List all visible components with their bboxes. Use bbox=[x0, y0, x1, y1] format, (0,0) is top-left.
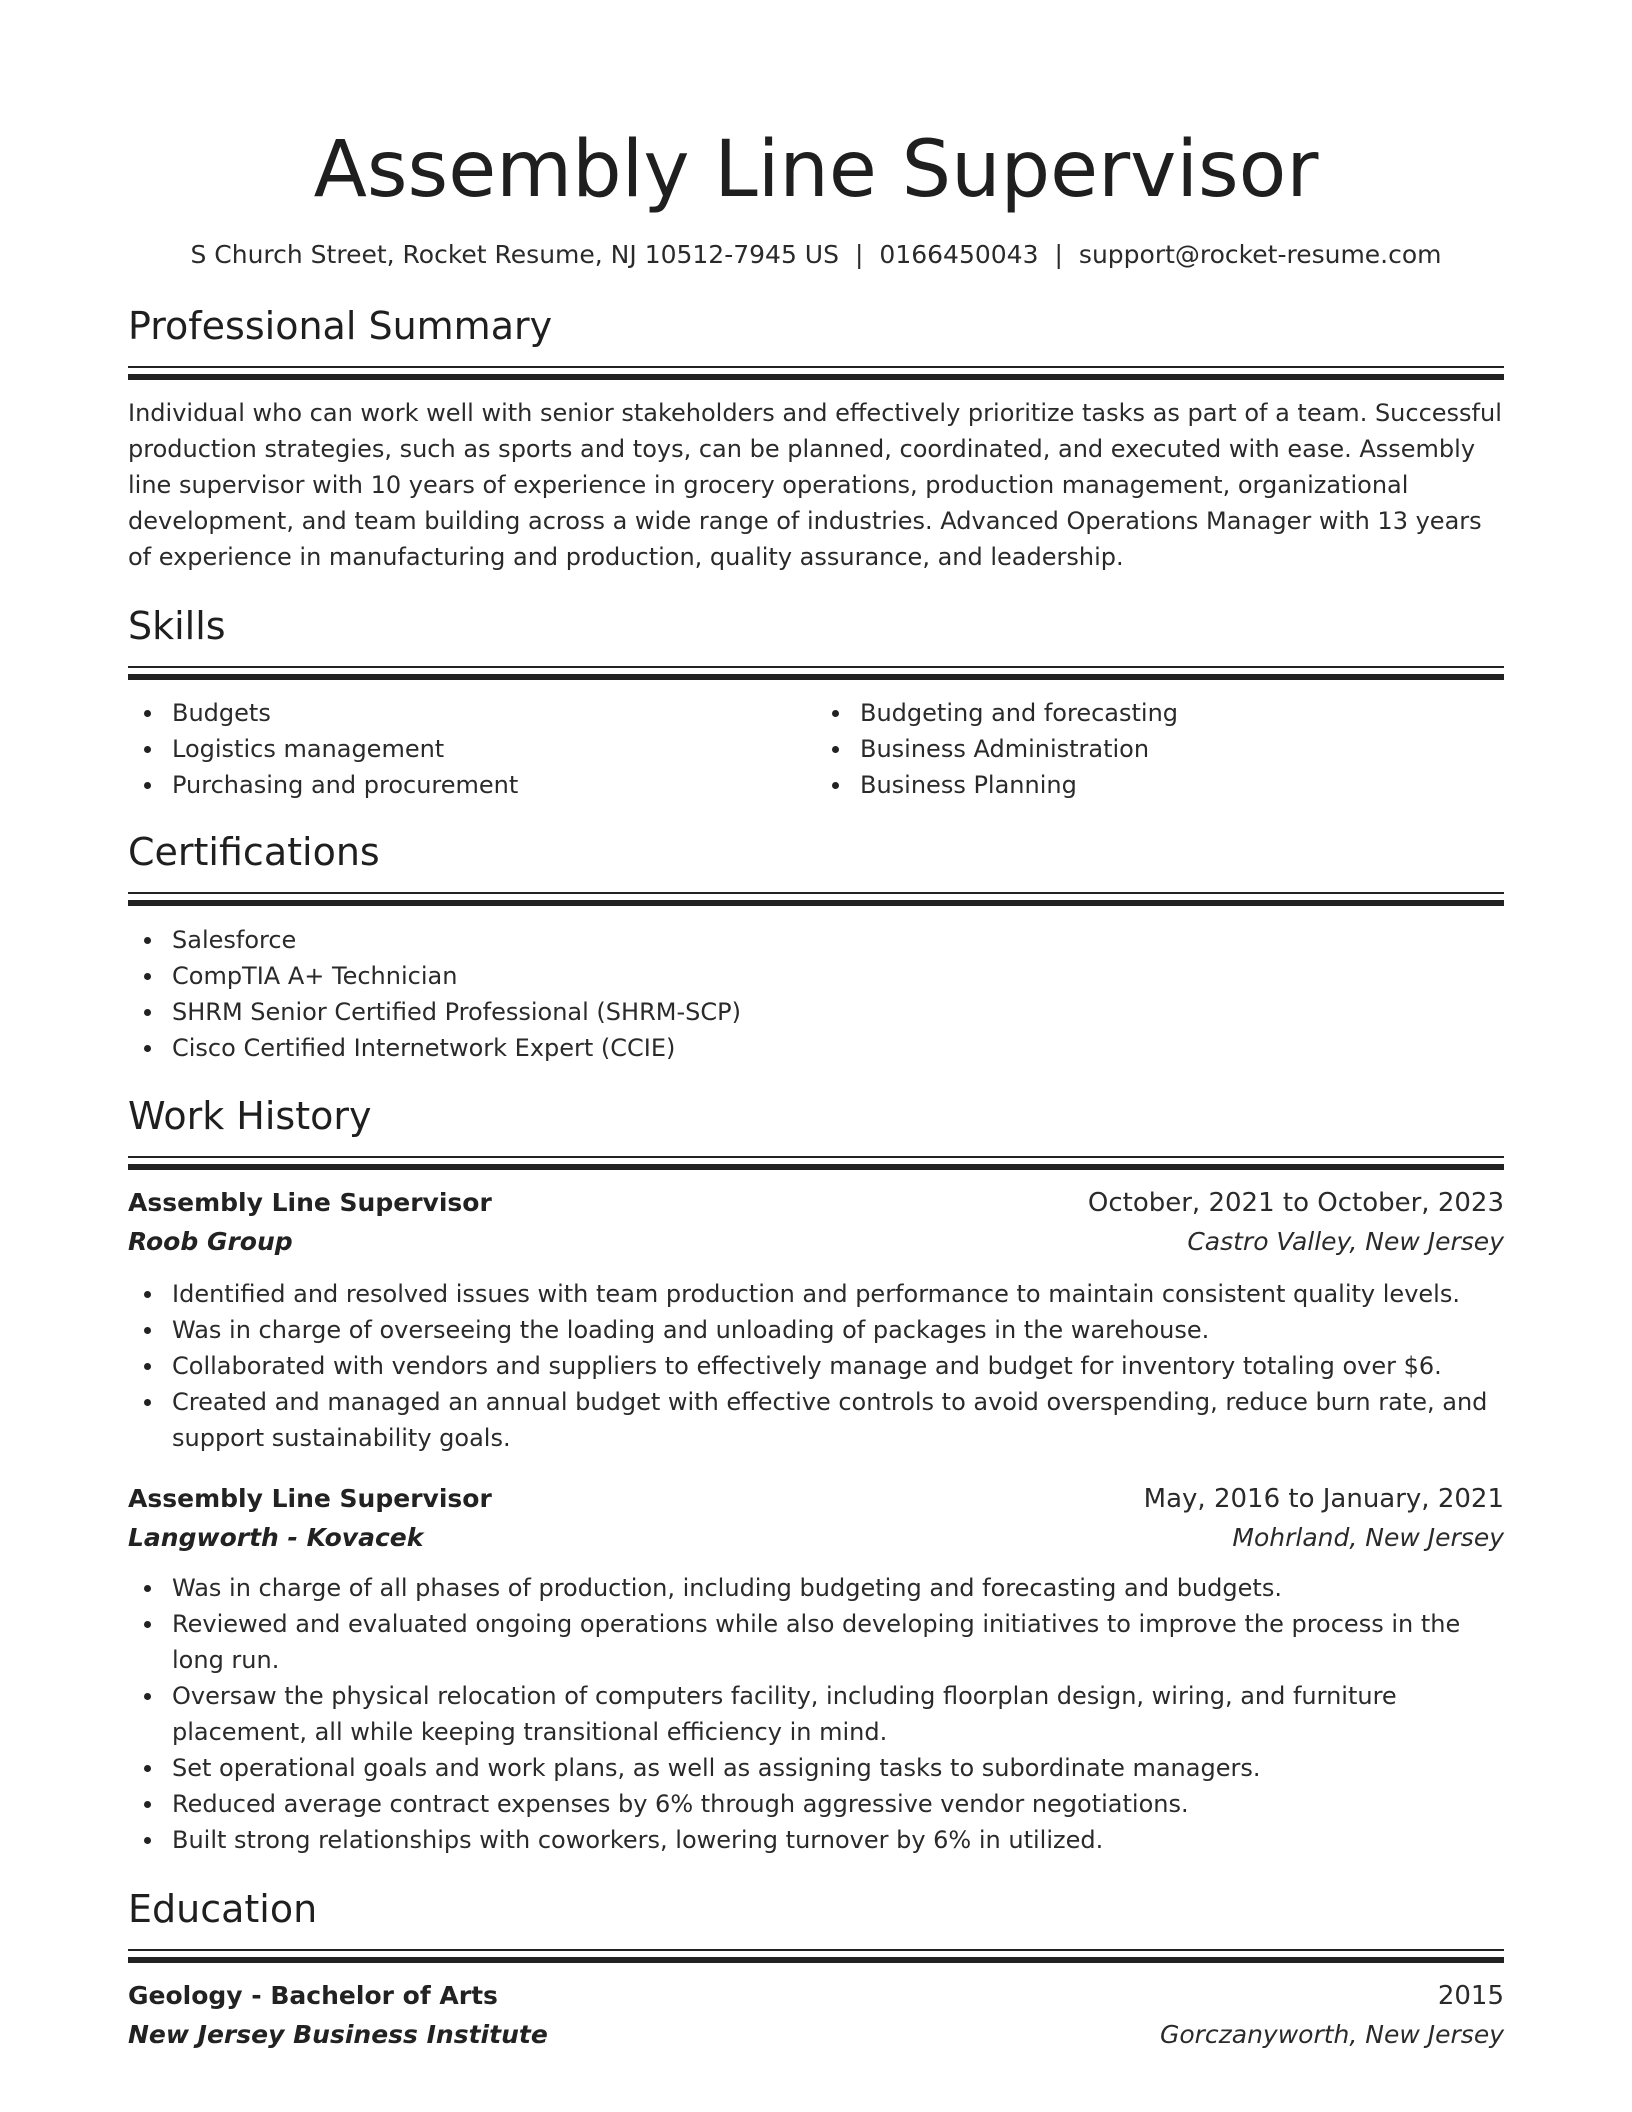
job-company-row bbox=[128, 1518, 1504, 1558]
job-company-row bbox=[128, 1222, 1504, 1262]
resume-name: Assembly Line Supervisor bbox=[313, 125, 1319, 215]
work-history-section bbox=[128, 1091, 1504, 1858]
section-title-work-history: Work History bbox=[128, 1094, 372, 1138]
job-bullet: Identified and resolved issues with team production and performance to maintain consistent quality levels. bbox=[172, 1276, 1504, 1312]
certification-item: Salesforce bbox=[172, 922, 1504, 958]
contact-separator: | bbox=[1054, 240, 1063, 269]
section-divider bbox=[128, 1156, 1504, 1170]
section-title-certifications: Certifications bbox=[128, 830, 380, 874]
job-location: Mohrland, New Jersey bbox=[1232, 1523, 1504, 1552]
job-bullet: Set operational goals and work plans, as well as assigning tasks to subordinate managers. bbox=[172, 1750, 1504, 1786]
skills-grid bbox=[128, 695, 1504, 803]
certification-item: CompTIA A+ Technician bbox=[172, 958, 1504, 994]
job-company: Langworth - Kovacek bbox=[128, 1523, 424, 1552]
section-title-summary: Professional Summary bbox=[128, 304, 553, 348]
job-bullet: Created and managed an annual budget with effective controls to avoid overspending, reduce burn rate, and support sustainability goals. bbox=[172, 1384, 1504, 1456]
job-entry bbox=[128, 1480, 1504, 1858]
education-location: Gorczanyworth, New Jersey bbox=[1159, 2020, 1504, 2049]
skill-item: Budgeting and forecasting bbox=[860, 695, 1504, 731]
certifications-section bbox=[128, 827, 1504, 1066]
job-bullet: Reduced average contract expenses by 6% through aggressive vendor negotiations. bbox=[172, 1786, 1504, 1822]
section-divider bbox=[128, 892, 1504, 906]
section-divider bbox=[128, 666, 1504, 680]
job-dates: May, 2016 to January, 2021 bbox=[1143, 1484, 1504, 1514]
skills-list-left bbox=[128, 695, 816, 803]
job-dates: October, 2021 to October, 2023 bbox=[1087, 1188, 1504, 1218]
contact-phone: 0166450043 bbox=[879, 240, 1039, 269]
section-divider bbox=[128, 1949, 1504, 1963]
contact-email[interactable]: support@rocket-resume.com bbox=[1078, 240, 1442, 269]
summary-section bbox=[128, 301, 1504, 575]
job-bullets bbox=[128, 1570, 1504, 1858]
skills-section bbox=[128, 601, 1504, 803]
section-title-skills: Skills bbox=[128, 604, 226, 648]
education-school: New Jersey Business Institute bbox=[128, 2020, 548, 2049]
certification-item: Cisco Certified Internetwork Expert (CCIE) bbox=[172, 1030, 1504, 1066]
summary-text: Individual who can work well with senior stakeholders and effectively prioritize tasks as part of a team. Successful production strategies, such as sports and toys, can be planned, coordinated, and executed with ease. Assembly line supervisor with 10 years of experience in grocery operations, production management, organizational development, and team building across a wide range of industries. Advanced Operations Manager with 13 years of experience in manufacturing and production, quality assurance, and leadership. bbox=[128, 399, 1502, 571]
skill-item: Business Planning bbox=[860, 767, 1504, 803]
skill-item: Budgets bbox=[172, 695, 816, 731]
job-company: Roob Group bbox=[128, 1227, 293, 1256]
job-bullet: Was in charge of overseeing the loading and unloading of packages in the warehouse. bbox=[172, 1312, 1504, 1348]
skill-item: Business Administration bbox=[860, 731, 1504, 767]
job-bullet: Built strong relationships with coworkers, lowering turnover by 6% in utilized. bbox=[172, 1822, 1504, 1858]
contact-separator: | bbox=[854, 240, 864, 269]
education-section bbox=[128, 1884, 1504, 2055]
job-bullets bbox=[128, 1276, 1504, 1456]
certification-item: SHRM Senior Certified Professional (SHRM-SCP) bbox=[172, 994, 1504, 1030]
education-header-row bbox=[128, 1977, 1504, 2015]
job-bullet: Oversaw the physical relocation of computers facility, including floorplan design, wiring, and furniture placement, all while keeping transitional efficiency in mind. bbox=[172, 1678, 1504, 1750]
job-entry bbox=[128, 1184, 1504, 1456]
job-location: Castro Valley, New Jersey bbox=[1187, 1227, 1504, 1256]
skills-list-right bbox=[816, 695, 1504, 803]
education-school-row bbox=[128, 2015, 1504, 2055]
contact-line bbox=[128, 237, 1504, 273]
job-bullet: Was in charge of all phases of production, including budgeting and forecasting and budgets. bbox=[172, 1570, 1504, 1606]
education-degree: Geology - Bachelor of Arts bbox=[128, 1981, 498, 2010]
education-entry bbox=[128, 1977, 1504, 2055]
job-title: Assembly Line Supervisor bbox=[128, 1188, 492, 1217]
education-year: 2015 bbox=[1437, 1981, 1504, 2011]
certifications-list bbox=[128, 922, 1504, 1066]
job-title: Assembly Line Supervisor bbox=[128, 1484, 492, 1513]
section-divider bbox=[128, 366, 1504, 380]
job-bullet: Collaborated with vendors and suppliers to effectively manage and budget for inventory totaling over $6. bbox=[172, 1348, 1504, 1384]
job-header-row bbox=[128, 1184, 1504, 1222]
job-header-row bbox=[128, 1480, 1504, 1518]
job-bullet: Reviewed and evaluated ongoing operations while also developing initiatives to improve the process in the long run. bbox=[172, 1606, 1504, 1678]
skill-item: Purchasing and procurement bbox=[172, 767, 816, 803]
section-title-education: Education bbox=[128, 1887, 318, 1931]
skill-item: Logistics management bbox=[172, 731, 816, 767]
contact-address: S Church Street, Rocket Resume, NJ 10512-7945 US bbox=[190, 240, 839, 269]
